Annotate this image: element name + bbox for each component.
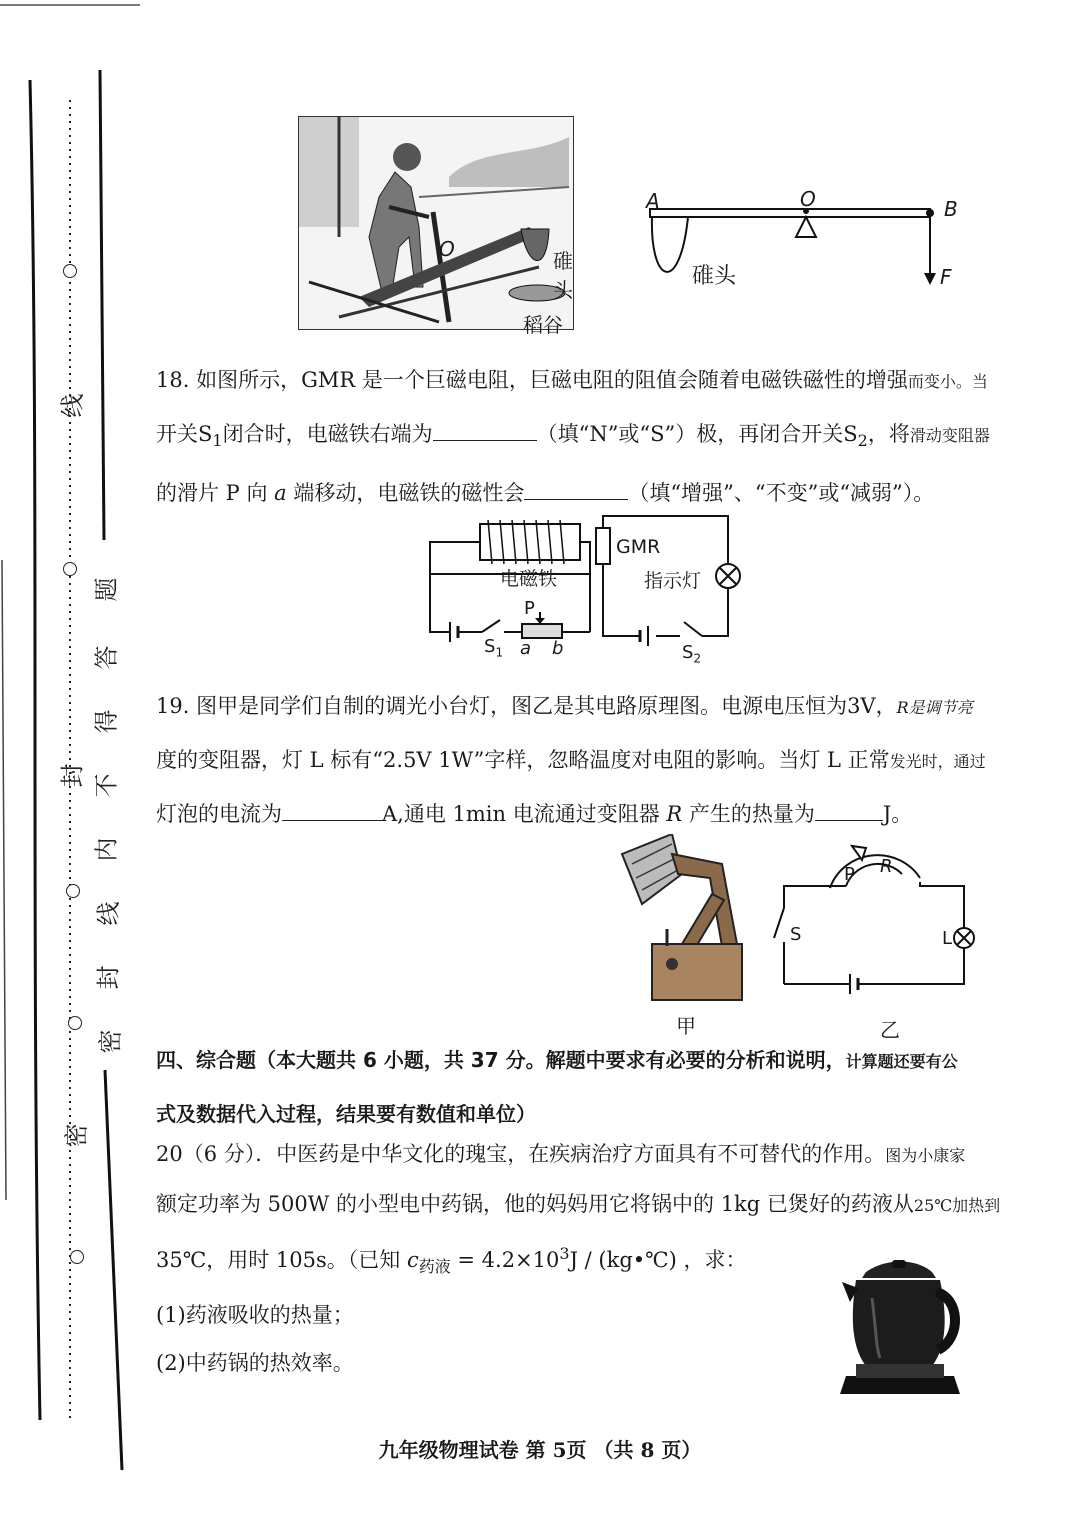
q19-text: A,通电 1min 电流通过变阻器 (382, 802, 667, 826)
answer-blank[interactable] (433, 418, 537, 441)
q20-text: 25℃加热到 (913, 1196, 1001, 1215)
q19-text: 19. 图甲是同学们自制的调光小台灯，图乙是其电路原理图。电源电压恒为3V， (156, 694, 897, 718)
slider-p-label: P (524, 598, 535, 619)
section-4-heading (156, 1034, 1040, 1140)
point-o: O (800, 187, 816, 211)
q18-text: （填“增强”、“不变”或“减弱”）。 (628, 481, 935, 506)
margin-hole (63, 264, 77, 278)
q20-text: J / (kg•℃) ，求： (569, 1248, 747, 1272)
q18-text: 滑动变阻器 (909, 426, 990, 445)
margin-hole (68, 1016, 82, 1030)
answer-blank[interactable] (282, 798, 382, 821)
q20-text: 20（6 分）．中医药是中华文化的瑰宝，在疾病治疗方面具有不可替代的作用。 (156, 1142, 886, 1166)
q19-text: R是调节亮 (896, 698, 973, 717)
pestle-label: 碓头 (692, 264, 737, 289)
switch-s2-label: $S_2$ (682, 642, 702, 666)
q18-text: a (274, 481, 287, 506)
q20-part-1: (1)药液吸收的热量； (156, 1303, 354, 1328)
q18-circuit (420, 512, 750, 672)
q18-text: 闭合时，电磁铁右端为 (222, 422, 433, 446)
section-text: 式及数据代入过程，结果要有数值和单位） (156, 1102, 536, 1126)
pestle-label: 碓头 (553, 249, 573, 302)
q18-text: 而变小。当 (907, 372, 988, 391)
desk-lamp-photo (612, 834, 752, 1004)
figure-a-caption: 甲 (676, 1014, 696, 1038)
answer-blank[interactable] (524, 477, 628, 500)
q18-text: 的滑片 P 向 (156, 481, 275, 506)
rheostat-r-label: R (880, 856, 893, 877)
q18-text: ，将 (867, 422, 910, 446)
q20-part-2: (2)中药锅的热效率。 (156, 1351, 354, 1376)
end-a-label: a (520, 638, 532, 659)
margin-char: 题 (92, 577, 121, 602)
question-18 (156, 354, 1040, 519)
section-text: 四、综合题（本大题共 6 小题，共 37 分。解题中要求有必要的分析和说明， (156, 1048, 846, 1072)
q19-circuit-drawing (770, 838, 980, 998)
margin-char: 线 (58, 393, 87, 418)
grain-label: 稻谷 (523, 313, 563, 337)
q19-text: 产生的热量为 (682, 802, 815, 826)
margin-char: 答 (92, 645, 121, 670)
q20-text: 35℃，用时 105s。（已知 (156, 1248, 407, 1272)
herbal-pot-drawing (836, 1258, 964, 1398)
lamp-l-label: L (942, 928, 953, 949)
q19-circuit (770, 838, 980, 998)
figure-b-caption: 乙 (880, 1018, 900, 1042)
pivot-label: O (439, 237, 455, 261)
superscript: 3 (559, 1244, 570, 1263)
answer-blank[interactable] (815, 798, 883, 821)
subscript: 1 (212, 431, 223, 451)
q19-text: 发光时，通过 (889, 752, 986, 771)
q20-text: = 4.2×10 (450, 1248, 560, 1272)
q20-text: c (406, 1248, 419, 1272)
section-text: 计算题还要有公 (845, 1052, 958, 1071)
q20-text: 额定功率为 500W 的小型电中药锅，他的妈妈用它将锅中的 1kg 已煲好的药液从 (156, 1192, 914, 1216)
switch-s-label: S (790, 924, 802, 945)
q19-text: R (666, 802, 683, 826)
switch-s1-label: $S_1$ (484, 636, 504, 660)
margin-hole (70, 1250, 84, 1264)
margin-char: 密 (62, 1123, 91, 1148)
q19-text: 度的变阻器，灯 L 标有“2.5V 1W”字样，忽略温度对电阻的影响。当灯 L 正常 (156, 748, 890, 772)
lamp-label: 指示灯 (644, 570, 702, 592)
q18-text: 18. 如图所示，GMR 是一个巨磁电阻，巨磁电阻的阻值会随着电磁铁磁性的增强 (156, 368, 908, 392)
margin-char: 不 (92, 773, 121, 798)
margin-char: 密 (96, 1029, 125, 1054)
pestle-illustration (298, 116, 574, 337)
electromagnet-label: 电磁铁 (500, 568, 558, 590)
margin-char: 内 (92, 837, 121, 862)
margin-hole (63, 562, 77, 576)
q18-text: （填“N”或“S”）极，再闭合开关S (536, 422, 858, 446)
q20-text: 图为小康家 (885, 1146, 966, 1165)
end-b-label: b (552, 638, 564, 659)
page-footer: 九年级物理试卷 第 5页 （共 8 页） (378, 1438, 702, 1462)
herbal-pot-photo (836, 1258, 964, 1398)
q19-text: 灯泡的电流为 (156, 802, 282, 826)
margin-hole (66, 884, 80, 898)
point-b: B (944, 197, 958, 221)
margin-char: 封 (94, 965, 123, 990)
q19-text: J。 (882, 802, 913, 826)
q18-text: 开关S (156, 422, 213, 446)
pestle-drawing (299, 117, 573, 329)
subscript: 2 (857, 431, 868, 451)
point-a: A (646, 189, 660, 213)
margin-char: 封 (58, 763, 87, 788)
margin-char: 得 (92, 709, 121, 734)
question-19 (156, 680, 1040, 840)
gmr-label: GMR (616, 536, 661, 558)
margin-char: 线 (94, 901, 123, 926)
slider-p-label: P (844, 864, 855, 885)
subscript: 药液 (418, 1257, 451, 1277)
q18-text: 端移动，电磁铁的磁性会 (286, 481, 525, 506)
lever-diagram (630, 185, 970, 295)
desk-lamp-drawing (612, 834, 752, 1004)
force-f: F (940, 265, 952, 289)
